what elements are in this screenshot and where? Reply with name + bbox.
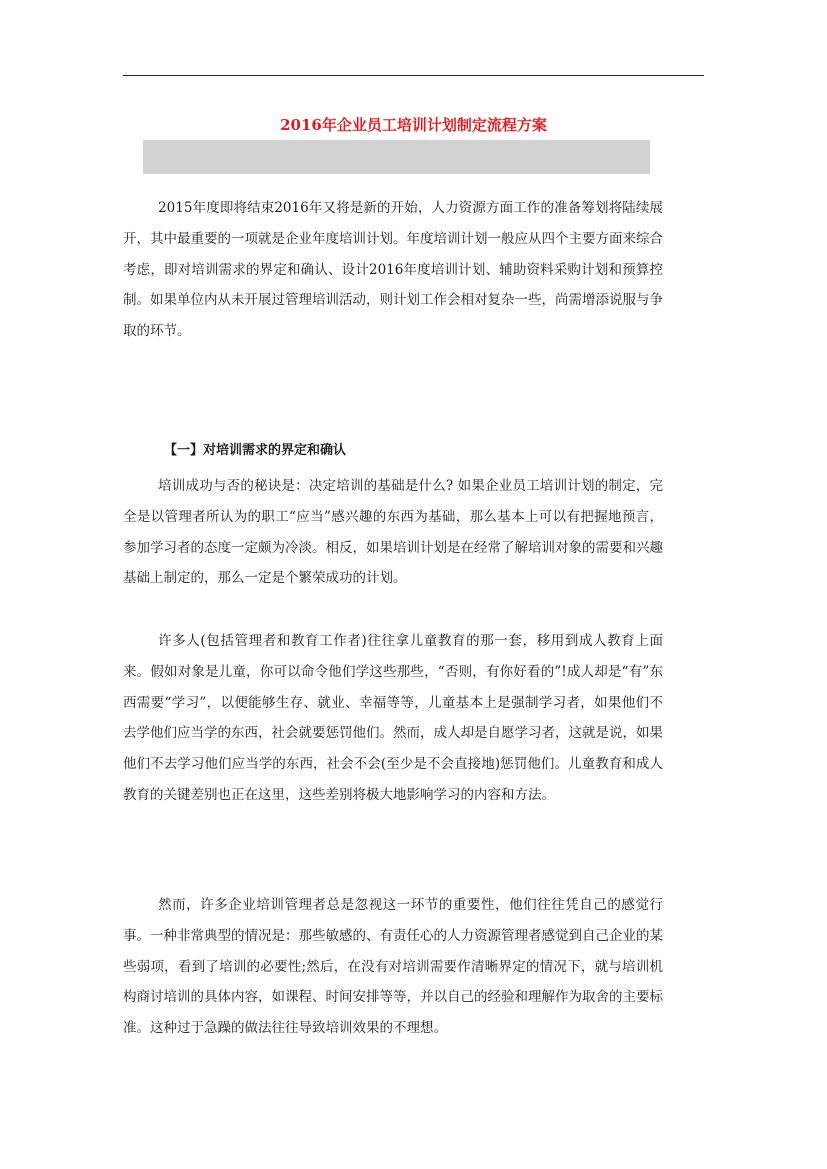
section-heading: 【一】对培训需求的界定和确认 <box>164 443 347 458</box>
body-paragraph-1: 培训成功与否的秘诀是：决定培训的基础是什么? 如果企业员工培训计划的制定，完全是以管理者所认为的职工“应当”感兴趣的东西为基础，那么基本上可以有把握地预言，参加学习者的态度一定颇为冷淡。相反，如果培训计划是在经常了解培训对象的需要和兴趣基础上制定的，那么一定是个繁荣成功的计划。 <box>123 478 663 587</box>
body-paragraph-2: 许多人(包括管理者和教育工作者)往往拿儿童教育的那一套，移用到成人教育上面来。假如对象是儿童，你可以命令他们学这些那些，“否则，有你好看的”!成人却是“有”东西需要“学习”，以便能够生存、就业、幸福等等，儿童基本上是强制学习者，如果他们不去学他们应当学的东西，社会就要惩罚他们。然而，成人却是自愿学习者，这就是说，如果他们不去学习他们应当学的东西，社会不会(至少是不会直接地)惩罚他们。儿童教育和成人教育的关键差别也正在这里，这些差别将极大地影响学习的内容和方法。 <box>123 633 663 803</box>
document-title: 2016年企业员工培训计划制定流程方案 <box>280 116 547 134</box>
body-paragraph-3: 然而，许多企业培训管理者总是忽视这一环节的重要性，他们往往凭自己的感觉行事。一种非常典型的情况是：那些敏感的、有责任心的人力资源管理者感觉到自己企业的某些弱项，看到了培训的必要性;然后，在没有对培训需要作清晰界定的情况下，就与培训机构商讨培训的具体内容，如课程、时间安排等等，并以自己的经验和理解作为取舍的主要标准。这种过于急躁的做法往往导致培训效果的不理想。 <box>123 897 663 1037</box>
gray-banner-bar <box>143 140 650 174</box>
intro-paragraph: 2015年度即将结束2016年又将是新的开始，人力资源方面工作的准备筹划将陆续展开，其中最重要的一项就是企业年度培训计划。年度培训计划一般应从四个主要方面来综合考虑，即对培训需求的界定和确认、设计2016年度培训计划、辅助资料采购计划和预算控制。如果单位内从未开展过管理培训活动，则计划工作会相对复杂一些，尚需增添说服与争取的环节。 <box>123 200 663 340</box>
header-rule <box>123 75 704 76</box>
